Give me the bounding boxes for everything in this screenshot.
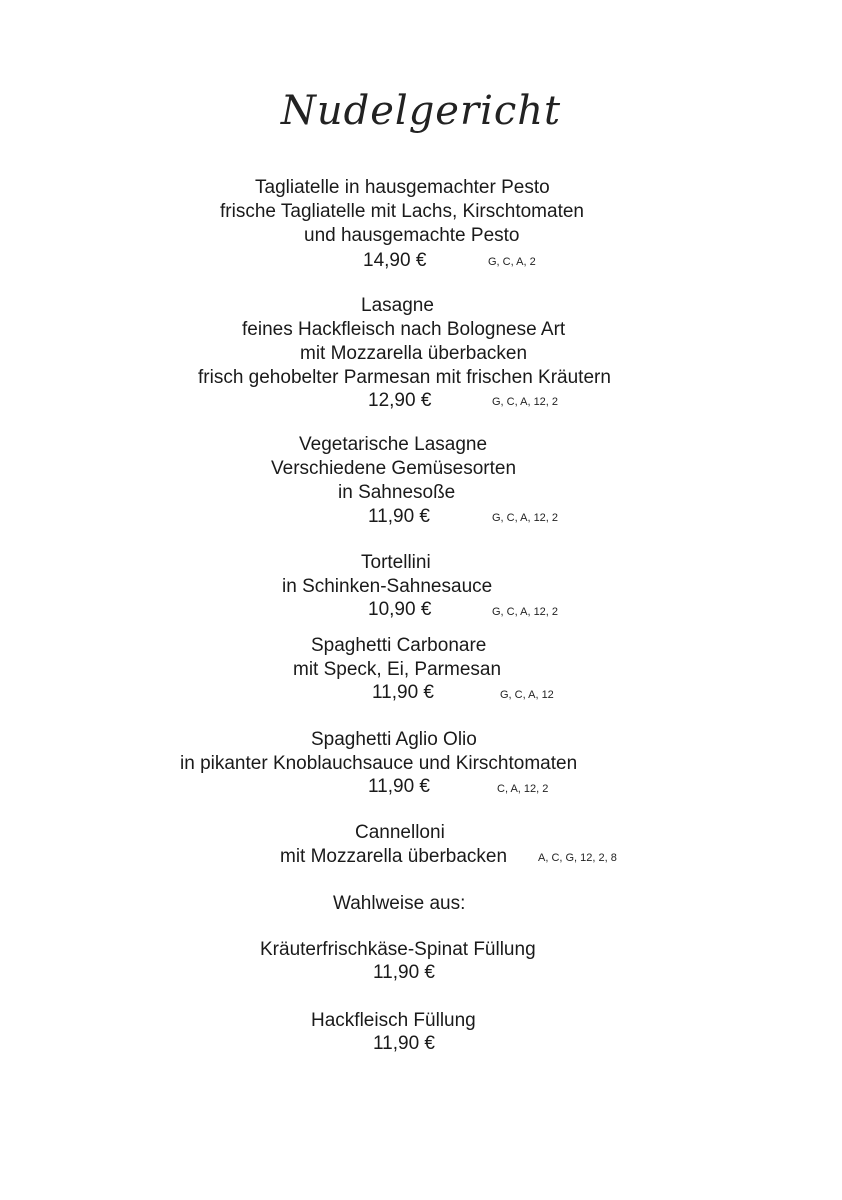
- item-description: in Schinken-Sahnesauce: [282, 576, 493, 597]
- item-allergens: G, C, A, 12: [500, 689, 554, 701]
- item-allergens: G, C, A, 12, 2: [492, 512, 559, 524]
- item-allergens: C, A, 12, 2: [497, 783, 549, 795]
- filling-price: 11,90 €: [373, 962, 435, 983]
- item-description: mit Mozzarella überbacken: [280, 846, 508, 867]
- item-name: Lasagne: [361, 295, 434, 316]
- item-allergens: G, C, A, 12, 2: [492, 606, 559, 618]
- item-name: Cannelloni: [355, 822, 445, 843]
- item-allergens: G, C, A, 12, 2: [492, 396, 559, 408]
- item-name: Spaghetti Aglio Olio: [311, 729, 477, 750]
- item-price: 14,90 €: [363, 250, 427, 271]
- item-price: 12,90 €: [368, 390, 432, 411]
- item-description: Verschiedene Gemüsesorten: [271, 458, 517, 479]
- item-price: 11,90 €: [372, 682, 434, 703]
- item-price: 11,90 €: [368, 776, 430, 797]
- item-name: Tortellini: [361, 552, 431, 573]
- item-description: in pikanter Knoblauchsauce und Kirschtomaten: [180, 753, 578, 774]
- item-allergens: A, C, G, 12, 2, 8: [538, 852, 617, 864]
- item-description: in Sahnesoße: [338, 482, 456, 503]
- item-allergens: G, C, A, 2: [488, 256, 536, 268]
- item-name: Spaghetti Carbonare: [311, 635, 487, 656]
- filling-price: 11,90 €: [373, 1033, 435, 1054]
- item-price: 10,90 €: [368, 599, 432, 620]
- item-price: 11,90 €: [368, 506, 430, 527]
- item-description: feines Hackfleisch nach Bolognese Art: [242, 319, 566, 340]
- item-description: frisch gehobelter Parmesan mit frischen Kräutern: [198, 367, 611, 388]
- item-description: mit Speck, Ei, Parmesan: [293, 659, 502, 680]
- item-name: Tagliatelle in hausgemachter Pesto: [255, 177, 550, 198]
- item-description: mit Mozzarella überbacken: [300, 343, 528, 364]
- page-title: Nudelgericht: [280, 88, 562, 134]
- choice-label: Wahlweise aus:: [333, 893, 466, 914]
- filling-name: Hackfleisch Füllung: [311, 1010, 476, 1031]
- item-description: frische Tagliatelle mit Lachs, Kirschtomaten: [220, 201, 584, 222]
- item-description: und hausgemachte Pesto: [304, 225, 520, 246]
- filling-name: Kräuterfrischkäse-Spinat Füllung: [260, 939, 536, 960]
- item-name: Vegetarische Lasagne: [299, 434, 488, 455]
